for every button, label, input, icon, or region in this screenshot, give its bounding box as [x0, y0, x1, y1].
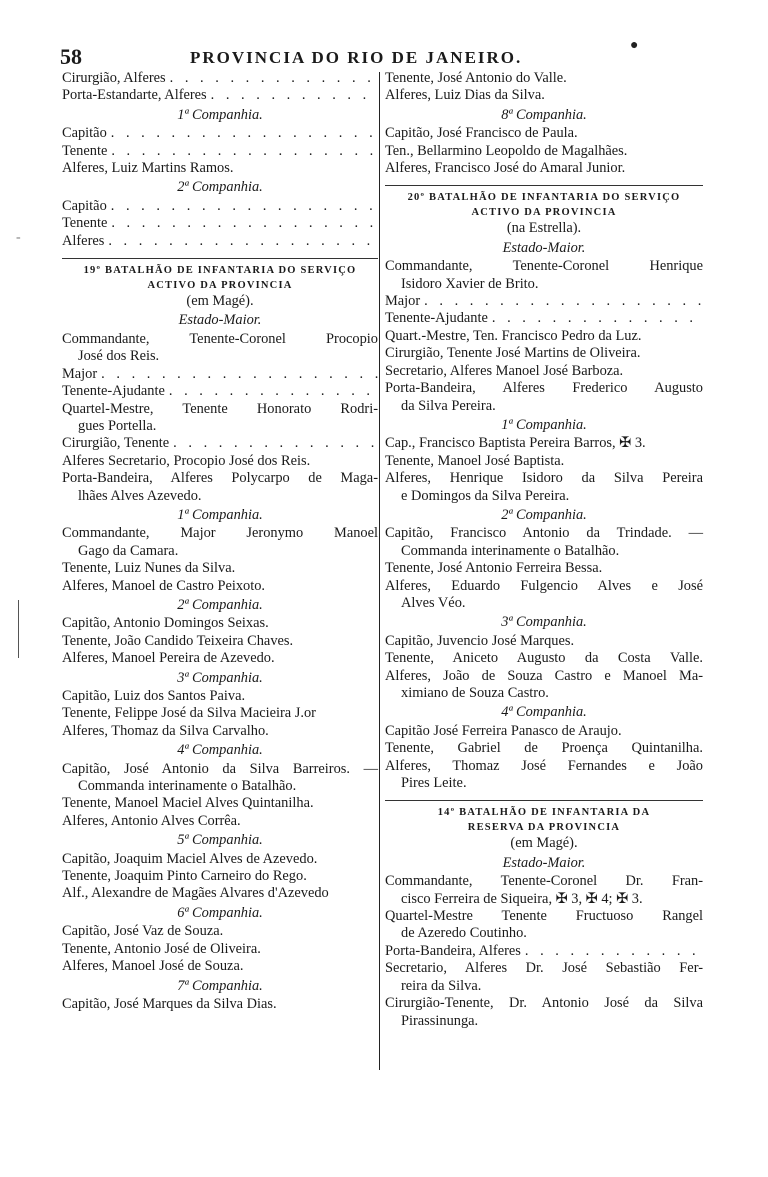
list-item: Capitão, Francisco Antonio da Trindade. —	[385, 525, 703, 542]
section-rule	[385, 185, 703, 186]
list-item-cont: lhães Alves Azevedo.	[78, 487, 202, 504]
list-item: Tenente . . .	[62, 215, 378, 232]
list-item-cont: cisco Ferreira de Siqueira, ✠ 3, ✠ 4; ✠ 3.	[401, 890, 643, 907]
list-item-cont: Commanda interinamente o Batalhão.	[78, 778, 297, 795]
companhia-heading: 1ª Companhia.	[177, 506, 263, 523]
battalion-title: 14º BATALHÃO DE INFANTARIA DA	[437, 807, 651, 819]
list-item: Alferes . . .	[62, 233, 378, 250]
battalion-location: (em Magé).	[510, 835, 578, 852]
list-item: Capitão, Juvencio José Marques.	[385, 632, 575, 649]
list-item-cont: de Azeredo Coutinho.	[401, 925, 527, 942]
list-item-cont: José dos Reis.	[78, 348, 160, 365]
list-item: Cap., Francisco Baptista Pereira Barros, ✠ 3.	[385, 435, 646, 452]
companhia-heading: 1ª Companhia.	[501, 416, 587, 433]
list-item-cont: Commanda interinamente o Batalhão.	[401, 542, 620, 559]
list-item-cont: Alves Véo.	[401, 594, 466, 611]
list-item: Alferes, Eduardo Fulgencio Alves e José	[385, 577, 703, 594]
margin-dash: -	[16, 230, 21, 245]
list-item-cont: ximiano de Souza Castro.	[401, 685, 549, 701]
section-rule	[62, 258, 378, 259]
battalion-title: RESERVA DA PROVINCIA	[467, 822, 621, 834]
list-item: Major . . .	[385, 293, 703, 310]
list-item: Tenente, Aniceto Augusto da Costa Valle.	[385, 650, 703, 667]
list-item: Cirurgião, Alferes . . .	[62, 70, 378, 87]
page-number: 58	[60, 44, 82, 69]
companhia-heading: 4ª Companhia.	[501, 704, 587, 721]
column-divider	[379, 72, 380, 1070]
list-item: Commandante, Tenente-Coronel Dr. Fran-	[385, 873, 703, 890]
battalion-title: 20º BATALHÃO DE INFANTARIA DO SERVIÇO	[407, 192, 681, 204]
list-item: Alferes, Luiz Dias da Silva.	[385, 87, 545, 104]
companhia-heading: 1ª Companhia.	[177, 106, 263, 123]
right-column	[385, 70, 703, 1030]
list-item: Quart.-Mestre, Ten. Francisco Pedro da Luz.	[385, 327, 642, 344]
list-item: Porta-Bandeira, Alferes . . .	[385, 943, 703, 960]
list-item: Tenente, José Antonio do Valle.	[385, 70, 567, 86]
list-item: Capitão . . .	[62, 125, 378, 142]
companhia-heading: 6ª Companhia.	[177, 904, 263, 921]
list-item-cont: Pirassinunga.	[401, 1012, 479, 1029]
battalion-title: ACTIVO DA PROVINCIA	[147, 280, 293, 292]
list-item-cont: Pires Leite.	[401, 775, 467, 792]
list-item: Tenente-Ajudante . . .	[385, 310, 703, 327]
list-item: Capitão, José Francisco de Paula.	[385, 125, 578, 142]
list-item: Ten., Bellarmino Leopoldo de Magalhães.	[385, 142, 628, 159]
list-item-cont: Gago da Camara.	[78, 542, 179, 559]
list-item-cont: gues Portella.	[78, 417, 157, 434]
list-item: Quartel-Mestre, Tenente Honorato Rodri-	[62, 400, 378, 417]
list-item: Tenente-Ajudante . . .	[62, 383, 378, 400]
list-item: Alf., Alexandre de Magães Alvares d'Azevedo	[62, 885, 329, 902]
list-item: Capitão, José Vaz de Souza.	[62, 923, 224, 940]
list-item: Tenente, Antonio José de Oliveira.	[62, 940, 261, 957]
list-item: Tenente, Manoel Maciel Alves Quintanilha.	[62, 795, 314, 812]
list-item: Commandante, Tenente-Coronel Procopio	[62, 330, 378, 347]
companhia-heading: 3ª Companhia.	[501, 614, 587, 631]
staff-heading: Estado-Maior.	[502, 239, 586, 256]
list-item: Alferes, Thomaz José Fernandes e João	[385, 757, 703, 774]
list-item: Porta-Estandarte, Alferes . . .	[62, 87, 378, 104]
list-item: Capitão . . .	[62, 198, 378, 215]
battalion-location: (na Estrella).	[506, 220, 582, 237]
list-item: Major . . .	[62, 366, 378, 383]
list-item: Tenente, Luiz Nunes da Silva.	[62, 560, 236, 577]
companhia-heading: 2ª Companhia.	[501, 506, 587, 523]
list-item: Tenente, Gabriel de Proença Quintanilha.	[385, 740, 703, 757]
list-item: Porta-Bandeira, Alferes Frederico Augusto	[385, 380, 703, 397]
list-item: Cirurgião, Tenente José Martins de Oliveira.	[385, 345, 641, 362]
companhia-heading: 4ª Companhia.	[177, 742, 263, 759]
companhia-heading: 7ª Companhia.	[177, 977, 263, 994]
list-item-cont: Isidoro Xavier de Brito.	[401, 275, 539, 292]
list-item: Tenente, José Antonio Ferreira Bessa.	[385, 560, 603, 577]
list-item: Secretario, Alferes Dr. José Sebastião Fer-	[385, 960, 703, 977]
list-item: Capitão, José Marques da Silva Dias.	[62, 995, 277, 1012]
battalion-location: (em Magé).	[186, 293, 254, 310]
list-item: Alferes, Luiz Martins Ramos.	[62, 160, 234, 177]
list-item: Alferes, Manoel José de Souza.	[62, 958, 244, 975]
list-item: Alferes, Antonio Alves Corrêa.	[62, 812, 241, 829]
list-item: Alferes Secretario, Procopio José dos Reis.	[62, 452, 311, 469]
left-column	[62, 70, 378, 1013]
list-item: Alferes, Henrique Isidoro da Silva Pereira	[385, 470, 703, 487]
list-item: Tenente . . .	[62, 143, 378, 160]
list-item: Quartel-Mestre Tenente Fructuoso Rangel	[385, 908, 703, 925]
list-item-cont: reira da Silva.	[401, 977, 482, 994]
list-item: Cirurgião, Tenente . . .	[62, 435, 378, 452]
companhia-heading: 3ª Companhia.	[177, 669, 263, 686]
battalion-title: 19º BATALHÃO DE INFANTARIA DO SERVIÇO	[83, 265, 357, 277]
list-item: Alferes, João de Souza Castro e Manoel Ma-	[385, 667, 703, 684]
list-item: Capitão, José Antonio da Silva Barreiros. —	[62, 760, 378, 777]
companhia-heading: 5ª Companhia.	[177, 832, 263, 849]
section-rule	[385, 800, 703, 801]
list-item: Capitão, Antonio Domingos Seixas.	[62, 615, 269, 632]
ink-spot: ●	[630, 38, 639, 53]
list-item: Commandante, Tenente-Coronel Henrique	[385, 258, 703, 275]
list-item: Tenente, Felippe José da Silva Macieira J.or	[62, 705, 316, 722]
staff-heading: Estado-Maior.	[502, 854, 586, 871]
list-item: Tenente, Joaquim Pinto Carneiro do Rego.	[62, 868, 307, 885]
running-header: PROVINCIA DO RIO DE JANEIRO.	[190, 48, 523, 67]
list-item: Cirurgião-Tenente, Dr. Antonio José da Silva	[385, 995, 703, 1012]
list-item-cont: da Silva Pereira.	[401, 397, 496, 414]
list-item: Alferes, Francisco José do Amaral Junior.	[385, 160, 626, 177]
list-item: Tenente, Manoel José Baptista.	[385, 452, 565, 469]
list-item: Capitão, Joaquim Maciel Alves de Azevedo.	[62, 850, 318, 867]
list-item: Porta-Bandeira, Alferes Polycarpo de Maga-	[62, 470, 378, 487]
list-item: Capitão, Luiz dos Santos Paiva.	[62, 688, 246, 704]
list-item-cont: e Domingos da Silva Pereira.	[401, 487, 570, 504]
companhia-heading: 8ª Companhia.	[501, 106, 587, 123]
companhia-heading: 2ª Companhia.	[177, 179, 263, 196]
list-item: Alferes, Manoel de Castro Peixoto.	[62, 577, 266, 594]
list-item: Tenente, João Candido Teixeira Chaves.	[62, 632, 294, 649]
companhia-heading: 2ª Companhia.	[177, 596, 263, 613]
battalion-title: ACTIVO DA PROVINCIA	[471, 207, 617, 219]
staff-heading: Estado-Maior.	[178, 312, 262, 329]
list-item: Alferes, Manoel Pereira de Azevedo.	[62, 650, 275, 667]
list-item: Capitão José Ferreira Panasco de Araujo.	[385, 722, 622, 739]
list-item: Commandante, Major Jeronymo Manoel	[62, 525, 378, 542]
list-item: Secretario, Alferes Manoel José Barboza.	[385, 362, 624, 379]
margin-mark	[18, 600, 19, 658]
list-item: Alferes, Thomaz da Silva Carvalho.	[62, 722, 269, 739]
